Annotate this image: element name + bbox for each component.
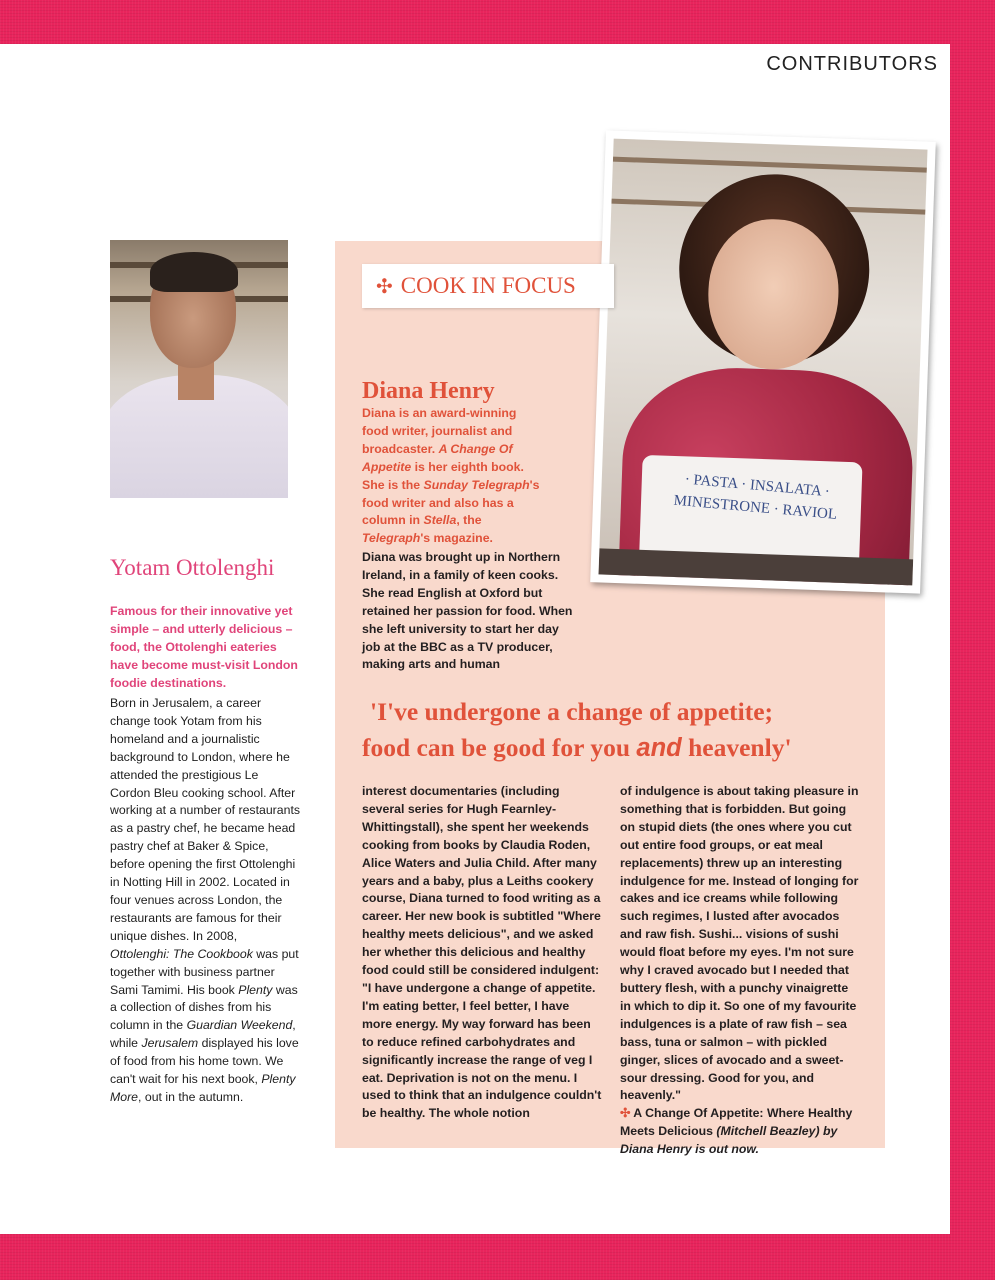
yotam-intro: Famous for their innovative yet simple – and utterly delicious – food, the Ottolenghi eateries have become must-visit London foodie destinations.	[110, 604, 298, 690]
yotam-ottolenghi-photo	[110, 240, 288, 498]
pull-quote-line1: 'I've undergone a change of appetite;	[370, 697, 774, 726]
apron-text-line1: · PASTA · INSALATA ·	[684, 471, 831, 501]
focus-label-text: COOK IN FOCUS	[400, 273, 576, 298]
book-title: Jerusalem	[141, 1036, 199, 1051]
cook-in-focus-label	[362, 264, 614, 308]
diana-body: Diana was brought up in Northern Ireland, in a family of keen cooks. She read English at Oxford but retained her passion for food. When she left university to start her day job at the BBC as a TV producer, making arts and human	[362, 550, 573, 672]
diana-henry-photo	[590, 130, 936, 593]
book-title: Ottolenghi: The Cookbook	[110, 946, 253, 961]
section-title: CONTRIBUTORS	[766, 53, 938, 75]
article-column-3: of indulgence is about taking pleasure in something that is forbidden. But going on stupid diets (the ones where you cut out entire food groups, or eat meal replacements) threw up an interesting indulgence for me. Instead of longing for cakes and ice creams while following such regimes, I lusted after avocados and raw fish. Sushi... visions of sushi would float before my eyes. I'm not sure why I craved avocado but I needed that buttery flesh, with a punchy vinaigrette in which to dip it. So one of my favourite indulgences is a plate of raw fish – sea bass, tuna or salmon – with pickled ginger, slices of avocado and a sweet-sour dressing. Good for you, and heavenly." ✣ A Change Of Appetite: Where Healthy Meets Delicious (Mitchell Beazley) by Diana Henry is out now.	[620, 784, 859, 1157]
book-title: Plenty	[238, 982, 273, 997]
diana-intro: Diana is an award-winning food writer, journalist and broadcaster. A Change Of Appetite is her eighth book. She is the Sunday Telegraph's food writer and also has a column in Stella, the Telegraph's magazine.	[362, 406, 540, 546]
pull-quote	[362, 694, 872, 766]
article-column-2: interest documentaries (including several series for Hugh Fearnley-Whittingstall), she spent her weekends cooking from books by Claudia Roden, Alice Waters and Julia Child. After many years and a baby, plus a Leiths cookery course, Diana turned to food writing as a career. Her new book is subtitled "Where healthy meets delicious", and we asked her whether this delicious and healthy food could still be considered indulgent: "I have undergone a change of appetite. I'm eating better, I feel better, I have more energy. My way forward has been to reduce refined carbohydrates and significantly increase the range of veg I eat. Deprivation is not on the menu. I used to think that an indulgence couldn't be healthy. The whole notion	[362, 784, 602, 1121]
cross-icon: ✣	[376, 275, 393, 298]
cross-icon: ✣	[620, 1106, 631, 1121]
book-title: Plenty More	[110, 1072, 296, 1104]
yotam-body: Born in Jerusalem, a career change took Yotam from his homeland and a journalistic background to London, where he attended the prestigious Le Cordon Bleu cooking school. After working at a number of restaurants as a pastry chef, he became head pastry chef at Baker & Spice, before opening the first Ottolenghi in Notting Hill in 2002. Located in four venues across London, the restaurants are famous for their unique dishes. In 2008, Ottolenghi: The Cookbook was put together with business partner Sami Tamimi. His book Plenty was a collection of dishes from his column in the Guardian Weekend, while Jerusalem displayed his love of food from his home town. We can't wait for his next book, Plenty More, out in the autumn.	[110, 696, 301, 1104]
pull-quote-line2: food can be good for you and heavenly'	[362, 733, 792, 762]
publication-title: Guardian Weekend	[186, 1018, 293, 1033]
diana-name: Diana Henry	[362, 378, 495, 404]
yotam-name: Yotam Ottolenghi	[110, 555, 275, 580]
apron-text-line2: MINESTRONE · RAVIOL	[672, 492, 838, 523]
